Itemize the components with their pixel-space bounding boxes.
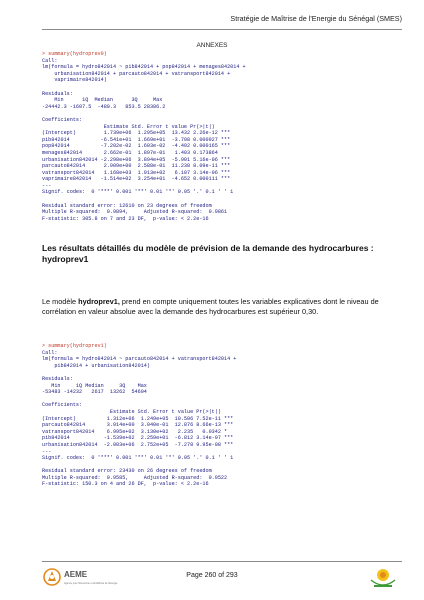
svg-text:AEME: AEME	[64, 570, 88, 579]
r-prompt: > summary(hydroprev1)	[42, 343, 107, 349]
header-rule	[42, 29, 402, 30]
paragraph-rest: prend en compte uniquement toutes les variables explicatives dont le niveau de corrélation en valeur absolue avec la demande des hydrocarbures est supérieur 0,30.	[42, 297, 379, 316]
r-output-hydroprev1	[42, 343, 236, 488]
r-output-hydroprev0	[42, 51, 246, 222]
model-description	[42, 297, 402, 317]
partner-logo	[366, 566, 400, 590]
r-output-body: Call: lm(formula = hydro842014 ~ parcauto842014 + vatransport842014 + pib842014 + urbanisation842014) Residuals: Min 1Q Median 3Q Max -53483 -14232 2617 13262 54604 Coefficients: Estimate Std. Error t value Pr(>|t|) (Intercept) 1.312e+06 1.249e+05 10.506 7.52e-11 *** parcauto842014 3.914e+00 3.040e-01 12.876 8.66e-13 *** vatransport842014 6.995e+02 3.130e+02 2.235 0.0342 * pib842014 -1.539e+02 2.259e+01 -6.812 3.14e-07 *** urbanisation842014 -2.003e+06 2.752e+05 -7.278 9.95e-08 *** --- Signif. codes: 0 '***' 0.001 '**' 0.01 '*' 0.05 '.' 0.1 ' ' 1 Residual standard error: 23430 on 26 degrees of freedom Multiple R-squared: 0.9585, Adjusted R-squared: 0.9522 F-statistic: 150.3 on 4 and 26 DF, p-value: < 2.2e-16	[42, 349, 237, 488]
header-title: Stratégie de Maîtrise de l'Energie du Sénégal (SMES)	[230, 14, 402, 23]
svg-text:Agence pour l'Economie et la M: Agence pour l'Economie et la Maîtrise de l'Energie	[64, 582, 118, 585]
partner-logo-icon	[366, 566, 400, 590]
results-heading: Les résultats détaillés du modèle de prévision de la demande des hydrocarbures : hydroprev1	[42, 243, 374, 264]
r-output-body: Call: lm(formula = hydro842014 ~ pib842014 + pop842014 + menages842014 + urbanisation842014 + parcauto842014 + vatransport842014 + vaprimaire842014) Residuals: Min 1Q Median 3Q Max -24442.3 -1607.5 -480.3 853.5 28386.2 Coefficients: Estimate Std. Error t value Pr(>|t|) (Intercept) 1.739e+06 1.295e+05 13.432 2.26e-12 *** pib842014 -6.541e+01 1.669e+01 -3.798 0.000927 *** pop842014 -7.202e-02 1.603e-02 -4.492 0.000165 *** menages842014 2.662e-01 1.897e-01 1.403 0.173864 urbanisation842014 -2.298e+06 3.894e+05 -5.901 5.16e-06 *** parcauto842014 2.909e+00 2.588e-01 11.238 8.09e-11 *** vatransport842014 1.168e+03 1.913e+02 6.107 3.14e-06 *** vaprimaire842014 -1.514e+02 3.254e+01 -4.652 0.000111 *** --- Signif. codes: 0 '***' 0.001 '**' 0.01 '*' 0.05 '.' 0.1 ' ' 1 Residual standard error: 12610 on 23 degrees of freedom Multiple R-squared: 0.9894, Adjusted R-squared: 0.9861 F-statistic: 305.8 on 7 and 23 DF, p-value: < 2.2e-16	[42, 57, 246, 222]
page-number: Page 260 of 293	[186, 572, 238, 579]
footer-rule	[42, 561, 402, 562]
section-label: ANNEXES	[196, 42, 228, 49]
paragraph-intro: Le modèle	[42, 297, 79, 306]
model-name: hydroprev1,	[78, 297, 120, 306]
r-prompt: > summary(hydroprev0)	[42, 51, 107, 57]
